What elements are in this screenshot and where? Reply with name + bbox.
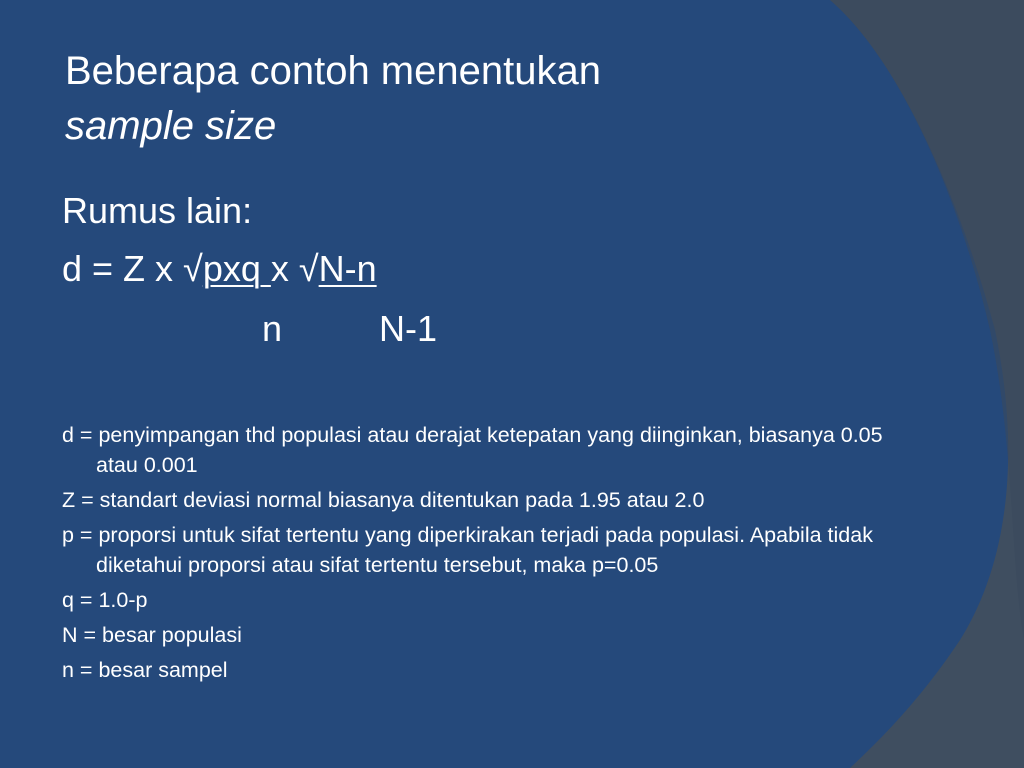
formula-line [62,244,377,294]
formula-numerator-2: N-n [318,248,377,289]
formula-denominator-1: n [262,308,283,349]
definition-p: p = proporsi untuk sifat tertentu yang diperkirakan terjadi pada populasi. Apabila tidak diketahui proporsi atau sifat tertentu tersebut, maka p=0.05 [62,523,873,577]
formula-denominator-2: N-1 [379,308,438,349]
definition-d: d = penyimpangan thd populasi atau derajat ketepatan yang diinginkan, biasanya 0.05 atau 0.001 [62,423,883,477]
definition-n-lower: n = besar sampel [62,658,228,682]
definitions-list [62,420,892,690]
definition-q: q = 1.0-p [62,588,148,612]
definition-n-upper: N = besar populasi [62,623,242,647]
title-line-2: sample size [65,104,277,148]
definition-z: Z = standart deviasi normal biasanya ditentukan pada 1.95 atau 2.0 [62,488,705,512]
title-line-1: Beberapa contoh menentukan [65,49,601,93]
slide-title [65,44,825,154]
formula-heading: Rumus lain: [62,190,253,231]
formula-prefix: d = Z x √ [62,248,203,289]
formula-middle: x √ [270,248,319,289]
formula-numerator-1: pxq [202,248,271,289]
